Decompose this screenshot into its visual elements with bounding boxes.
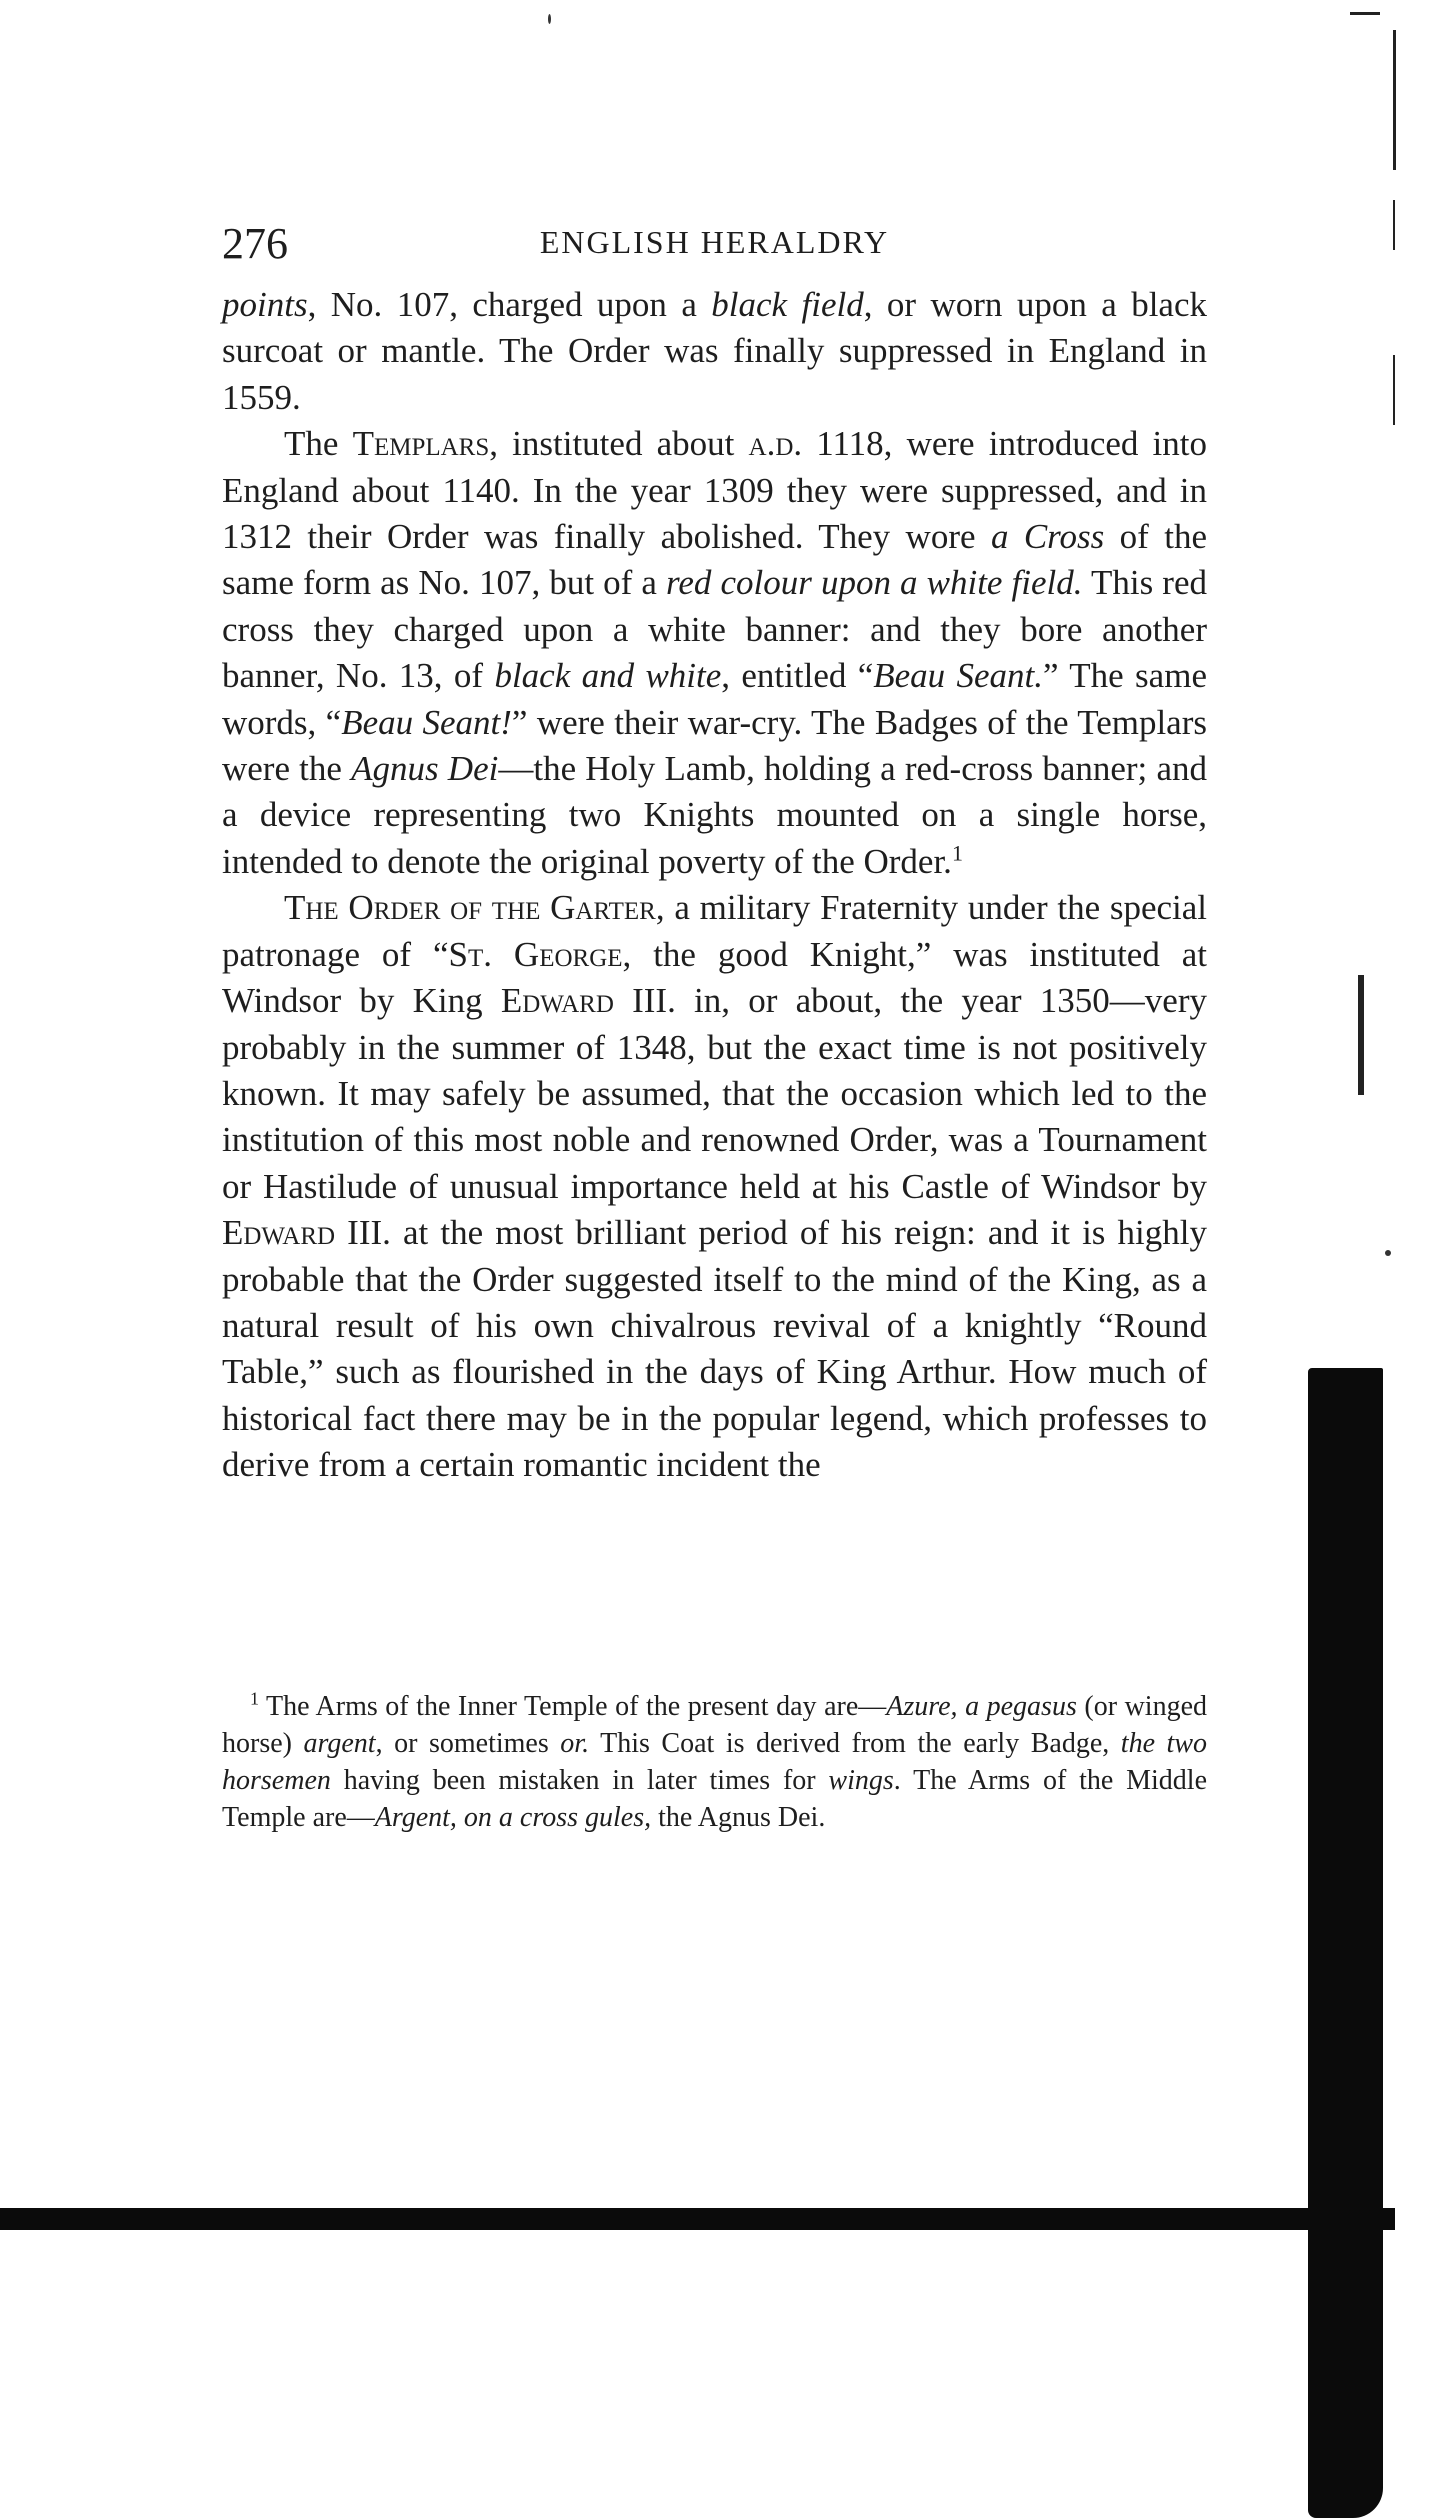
page-header: [222, 218, 1207, 278]
italic-text: Argent, on a cross gules,: [374, 1802, 652, 1833]
italic-text: Beau Seant!: [341, 702, 512, 742]
small-caps-text: Templars: [352, 424, 490, 464]
small-caps-text: a.d.: [748, 424, 803, 464]
paragraph-3: [222, 885, 1207, 1488]
scan-edge-line: [1358, 975, 1364, 1095]
text-run: 1118, were introduced into England about 1140. In the year 1309 they were suppressed, and in 1312 their Order was finally abolished. They wore: [222, 424, 1208, 557]
scan-speck: [1385, 1250, 1391, 1256]
scan-shadow-right: [1308, 1368, 1383, 2518]
scan-edge-line: [1350, 12, 1380, 15]
text-run: of the same form as No. 107, but of a: [222, 517, 1207, 603]
text-run: , No. 107, charged upon a: [307, 285, 712, 324]
italic-text: red colour upon a white field.: [666, 563, 1083, 603]
text-run: III. at the most brilliant period of his reign: and it is highly probable that the Order suggested itself to the mind of the King, as a natural result of his own chivalrous revival of a knightly “Round Table,” such as flourished in the days of King Arthur. How much of historical fact there may be in the popular legend, which professes to derive from a certain romantic incident the: [222, 1213, 1207, 1485]
text-run: , a military Fraternity under the special patronage of “: [222, 888, 1208, 974]
scan-speck: [548, 14, 551, 24]
italic-text: argent: [303, 1728, 376, 1759]
italic-text: black and white: [494, 656, 722, 696]
italic-text: Beau Seant.: [873, 656, 1044, 696]
scan-edge-line: [1393, 30, 1396, 170]
small-caps-text: Edward: [222, 1213, 336, 1253]
italic-text: points: [222, 285, 308, 324]
paragraph-2: [222, 421, 1207, 885]
text-run: The: [284, 424, 353, 464]
footnote-ref: 1: [951, 840, 963, 866]
text-run: , entitled “: [721, 656, 874, 696]
text-run: ” The same words, “: [222, 656, 1207, 742]
text-run: . The Arms of the Middle Temple are—: [222, 1765, 1207, 1833]
text-run: , instituted about: [489, 424, 749, 464]
small-caps-text: Edward: [500, 981, 614, 1021]
paragraph-1: [222, 282, 1207, 421]
text-run: , or worn upon a black surcoat or mantle. The Order was finally suppressed in England in 1559.: [222, 285, 1207, 417]
scan-edge-line: [1393, 355, 1395, 425]
text-run: having been mistaken in later times for: [330, 1765, 829, 1796]
text-run: —the Holy Lamb, holding a red-cross banner; and a device representing two Knights mounted on a single horse, intended to denote the original poverty of the Order.: [222, 749, 1207, 881]
text-run: , or sometimes: [375, 1728, 561, 1759]
text-run: This Coat is derived from the early Badge,: [589, 1728, 1121, 1759]
text-run: the Agnus Dei.: [651, 1802, 826, 1833]
scan-edge-line: [1393, 200, 1395, 250]
scan-shadow-bottom: [0, 2208, 1395, 2230]
body-text: [222, 282, 1207, 1489]
italic-text: wings: [828, 1765, 894, 1796]
italic-text: a Cross: [990, 517, 1105, 557]
text-run: The Arms of the Inner Temple of the present day are—: [259, 1691, 887, 1722]
text-run: , the good Knight,” was instituted at Windsor by King: [222, 934, 1208, 1021]
small-caps-text: The Order of the Garter: [284, 888, 656, 928]
small-caps-text: St. George: [448, 934, 623, 974]
footnote: [222, 1688, 1207, 1836]
text-run: This red cross they charged upon a white banner: and they bore another banner, No. 13, of: [222, 563, 1207, 696]
italic-text: Agnus Dei: [351, 749, 499, 789]
running-title: ENGLISH HERALDRY: [539, 224, 890, 260]
text-run: III. in, or about, the year 1350—very probably in the summer of 1348, but the exact time is not positively known. It may safely be assumed, that the occasion which led to the institution of this most noble and renowned Order, was a Tournament or Hastilude of unusual importance held at his Castle of Windsor by: [222, 981, 1207, 1206]
italic-text: black field: [711, 285, 864, 324]
italic-text: or.: [560, 1728, 590, 1759]
page-number: 276: [222, 219, 288, 268]
text-run: ” were their war-cry. The Badges of the Templars were the: [222, 702, 1207, 789]
text-run: (or winged horse): [222, 1691, 1208, 1759]
italic-text: the two horsemen: [222, 1728, 1207, 1796]
italic-text: Azure, a pegasus: [886, 1691, 1077, 1722]
footnote-marker: 1: [250, 1688, 259, 1709]
